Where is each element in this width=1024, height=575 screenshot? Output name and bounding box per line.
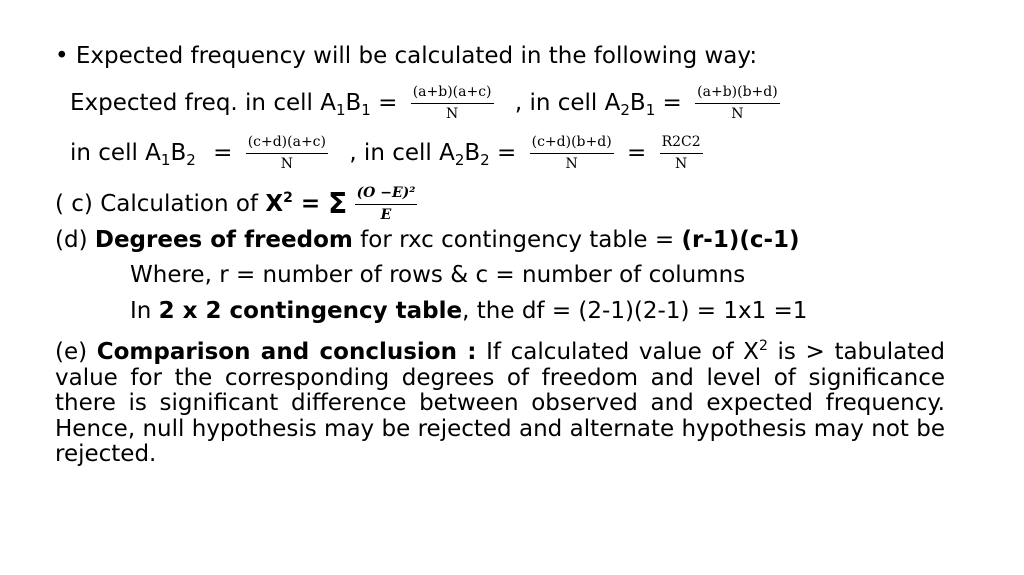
para-sup: 2 (758, 338, 768, 354)
row2-sub1: 1 (160, 151, 171, 169)
row1-eq2: = (655, 90, 682, 116)
fraction-denominator: N (731, 106, 744, 122)
fraction-r2c2 (660, 134, 703, 173)
fraction-numerator: R2C2 (660, 134, 703, 154)
row2-mid: , in cell A (349, 140, 455, 166)
fraction-a1b1 (411, 84, 494, 123)
chi-square-fraction (355, 185, 418, 224)
para-label: (e) (55, 339, 97, 365)
row4-label: (d) (55, 227, 95, 253)
fraction-a1b2 (246, 134, 328, 173)
row4-formula: (r-1)(c-1) (681, 227, 800, 253)
row1-label: Expected freq. in cell A (70, 90, 336, 116)
chi-sup: 2 (283, 190, 293, 206)
row1-sub3: 2 (620, 101, 630, 119)
sigma-symbol: Σ (328, 187, 348, 220)
fraction-denominator: N (674, 156, 688, 172)
fraction-numerator: (a+b)(a+c) (411, 84, 494, 104)
row6-rest: , the df = (2-1)(2-1) = 1x1 =1 (462, 298, 808, 324)
chi-x: X (265, 191, 284, 217)
para-text2: is > tabulated value for the corresponding degrees of freedom and level of significance there is significant difference between observed and expected frequency. Hence, null hypothesis may be rejected and alternate hypothesis may not be rejected. (55, 339, 945, 467)
row6-pre: In (130, 298, 159, 324)
row2-sub4: 2 (480, 151, 490, 169)
fraction-numerator: (a+b)(b+d) (695, 84, 780, 104)
fraction-a2b1 (695, 84, 780, 123)
row4-rest: for rxc contingency table = (352, 227, 682, 253)
row2-eq: = (205, 140, 233, 166)
row2-label: in cell A (70, 140, 161, 166)
expected-freq-row-1 (70, 84, 786, 124)
intro-text: Expected frequency will be calculated in the following way: (75, 43, 758, 69)
chi-square-row (55, 184, 417, 224)
row2-sub2: 2 (186, 151, 196, 169)
row2-sub3: 2 (454, 151, 465, 169)
intro-line (55, 42, 757, 70)
row3-label: ( c) Calculation of (55, 191, 266, 217)
row2-b: B (170, 140, 187, 166)
para-bold: Comparison and conclusion : (96, 339, 477, 365)
degrees-of-freedom-row (55, 226, 800, 254)
row3-eq: = (292, 191, 329, 217)
where-row (130, 261, 745, 289)
row2-eq3: = (626, 140, 647, 166)
row4-bold: Degrees of freedom (94, 227, 353, 253)
row1-sub2: 1 (361, 101, 371, 119)
para-text1: If calculated value of X (476, 339, 759, 365)
expected-freq-row-2 (70, 134, 709, 174)
fraction-a2b2 (530, 134, 614, 173)
row1-b: B (345, 90, 362, 116)
row1-b2: B (629, 90, 646, 116)
row1-sub4: 1 (645, 101, 656, 119)
bullet: • (55, 43, 69, 69)
row6-bold: 2 x 2 contingency table (158, 298, 463, 324)
row2-eq2: = (489, 140, 517, 166)
fraction-numerator: (O −E)² (355, 185, 418, 205)
fraction-denominator: N (565, 156, 578, 172)
row1-mid: , in cell A (514, 90, 621, 116)
row5-text: Where, r = number of rows & c = number of columns (130, 262, 746, 288)
fraction-numerator: (c+d)(a+c) (246, 134, 328, 154)
row1-eq: = (370, 90, 398, 116)
fraction-denominator: E (380, 207, 392, 223)
fraction-numerator: (c+d)(b+d) (530, 134, 614, 154)
row2-b2: B (464, 140, 481, 166)
fraction-denominator: N (280, 156, 293, 172)
fraction-denominator: N (446, 106, 459, 122)
conclusion-paragraph (55, 334, 945, 468)
two-by-two-row (130, 297, 807, 325)
row1-sub1: 1 (335, 101, 346, 119)
